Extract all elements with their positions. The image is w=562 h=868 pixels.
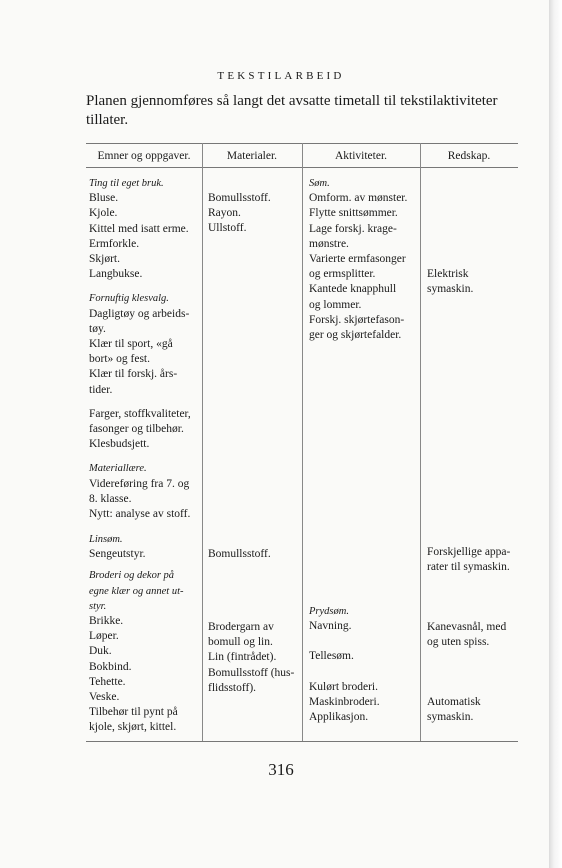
list-item: Klesbudsjett. <box>89 438 150 451</box>
list-item: og uten spiss. <box>427 636 490 649</box>
list-item: Veske. <box>89 691 120 704</box>
column-header-materialer: Materialer. <box>226 150 278 162</box>
list-item: bomull og lin. <box>208 636 273 649</box>
subheading-prydsom: Prydsøm. <box>309 606 349 617</box>
list-item: mønstre. <box>309 237 349 250</box>
column-materialer-2 <box>208 547 300 562</box>
list-item: Kanevasnål, med <box>427 621 507 633</box>
list-item: Automatisk <box>427 696 481 708</box>
list-item: Langbukse. <box>89 268 143 281</box>
list-item: Skjørt. <box>89 253 120 266</box>
column-divider <box>202 143 203 741</box>
column-emner-lower <box>89 532 197 736</box>
list-item: Applikasjon. <box>309 711 369 724</box>
list-item: og ermsplitter. <box>309 268 376 281</box>
list-item: symaskin. <box>427 283 474 296</box>
page-edge-shadow <box>549 0 562 868</box>
subheading-broderi: egne klær og annet ut- <box>89 585 184 597</box>
column-emner <box>89 176 197 522</box>
intro-paragraph: Planen gjennomføres så langt det avsatte timetall til tekstilaktiviteter tillater. <box>86 93 498 128</box>
list-item: Forskjellige appa- <box>427 546 511 558</box>
list-item: Klær til forskj. års- <box>89 368 178 381</box>
page-number: 316 <box>268 760 294 779</box>
column-header-emner: Emner og oppgaver. <box>97 150 191 162</box>
list-item: Omform. av mønster. <box>309 192 408 205</box>
column-redskap-4 <box>427 695 519 725</box>
list-item: Brikke. <box>89 615 124 628</box>
list-item: Bluse. <box>89 192 119 205</box>
list-item: Kjole. <box>89 207 118 220</box>
list-item: Kittel med isatt erme. <box>89 222 189 235</box>
list-item: og lommer. <box>309 298 362 311</box>
subheading-fornuftig: Fornuftig klesvalg. <box>89 293 169 305</box>
subheading-linsom: Linsøm. <box>89 534 123 545</box>
column-redskap-2 <box>427 545 519 575</box>
list-item: Farger, stoffkvaliteter, <box>89 407 191 420</box>
section-heading: TEKSTILARBEID <box>217 70 345 82</box>
table-bottom-rule <box>86 741 518 742</box>
list-item: Dagligtøy og arbeids- <box>89 307 190 320</box>
list-item: Bokbind. <box>89 660 132 673</box>
list-item: kjole, skjørt, kittel. <box>89 721 177 734</box>
column-redskap-3 <box>427 620 519 650</box>
column-redskap-1 <box>427 267 519 297</box>
subheading-broderi: Broderi og dekor på <box>89 570 175 582</box>
list-item: Nytt: analyse av stoff. <box>89 508 191 521</box>
column-header-redskap: Redskap. <box>447 150 491 162</box>
column-aktiviteter-1 <box>309 176 417 343</box>
list-item: Ermforkle. <box>89 237 140 250</box>
list-item: Navning. <box>309 620 352 633</box>
list-item: Tellesøm. <box>309 650 354 663</box>
list-item: fasonger og tilbehør. <box>89 423 184 436</box>
subheading-ting: Ting til eget bruk. <box>89 178 164 189</box>
list-item: Ullstoff. <box>208 222 247 235</box>
list-item: Videreføring fra 7. og <box>89 477 190 490</box>
list-item: Varierte ermfasonger <box>309 253 406 266</box>
list-item: Bomullsstoff. <box>208 192 271 204</box>
list-item: Rayon. <box>208 207 241 220</box>
list-item: Tilbehør til pynt på <box>89 706 178 719</box>
subheading-som: Søm. <box>309 178 330 189</box>
column-divider <box>420 143 421 741</box>
list-item: Forskj. skjørtefason- <box>309 313 405 326</box>
list-item: tider. <box>89 383 113 396</box>
list-item: Flytte snittsømmer. <box>309 207 398 220</box>
list-item: Maskinbroderi. <box>309 695 380 708</box>
list-item: Brodergarn av <box>208 621 274 633</box>
list-item: symaskin. <box>427 711 474 724</box>
list-item: Lin (fintrådet). <box>208 651 277 664</box>
list-item: Tehette. <box>89 675 126 688</box>
column-materialer-1 <box>208 191 300 237</box>
list-item: Bomullsstoff (hus- <box>208 666 295 679</box>
column-header-aktiviteter: Aktiviteter. <box>334 150 388 162</box>
list-item: Duk. <box>89 645 112 658</box>
list-item: Klær til sport, «gå <box>89 338 173 351</box>
list-item: rater til symaskin. <box>427 561 510 574</box>
list-item: Elektrisk <box>427 268 469 280</box>
list-item: flidsstoff). <box>208 681 257 694</box>
list-item: bort» og fest. <box>89 353 151 366</box>
list-item: Kulørt broderi. <box>309 680 378 693</box>
list-item: Løper. <box>89 630 119 643</box>
column-materialer-3 <box>208 620 300 696</box>
list-item: ger og skjørtefalder. <box>309 329 402 342</box>
list-item: tøy. <box>89 322 106 335</box>
column-aktiviteter-2 <box>309 604 417 725</box>
list-item: Lage forskj. krage- <box>309 222 397 235</box>
subheading-broderi: styr. <box>89 600 107 612</box>
column-divider <box>302 143 303 741</box>
subheading-materiallaere: Materiallære. <box>89 463 147 475</box>
list-item: Bomullsstoff. <box>208 548 271 560</box>
list-item: 8. klasse. <box>89 492 132 505</box>
list-item: Kantede knapphull <box>309 283 397 296</box>
list-item: Sengeutstyr. <box>89 548 146 561</box>
